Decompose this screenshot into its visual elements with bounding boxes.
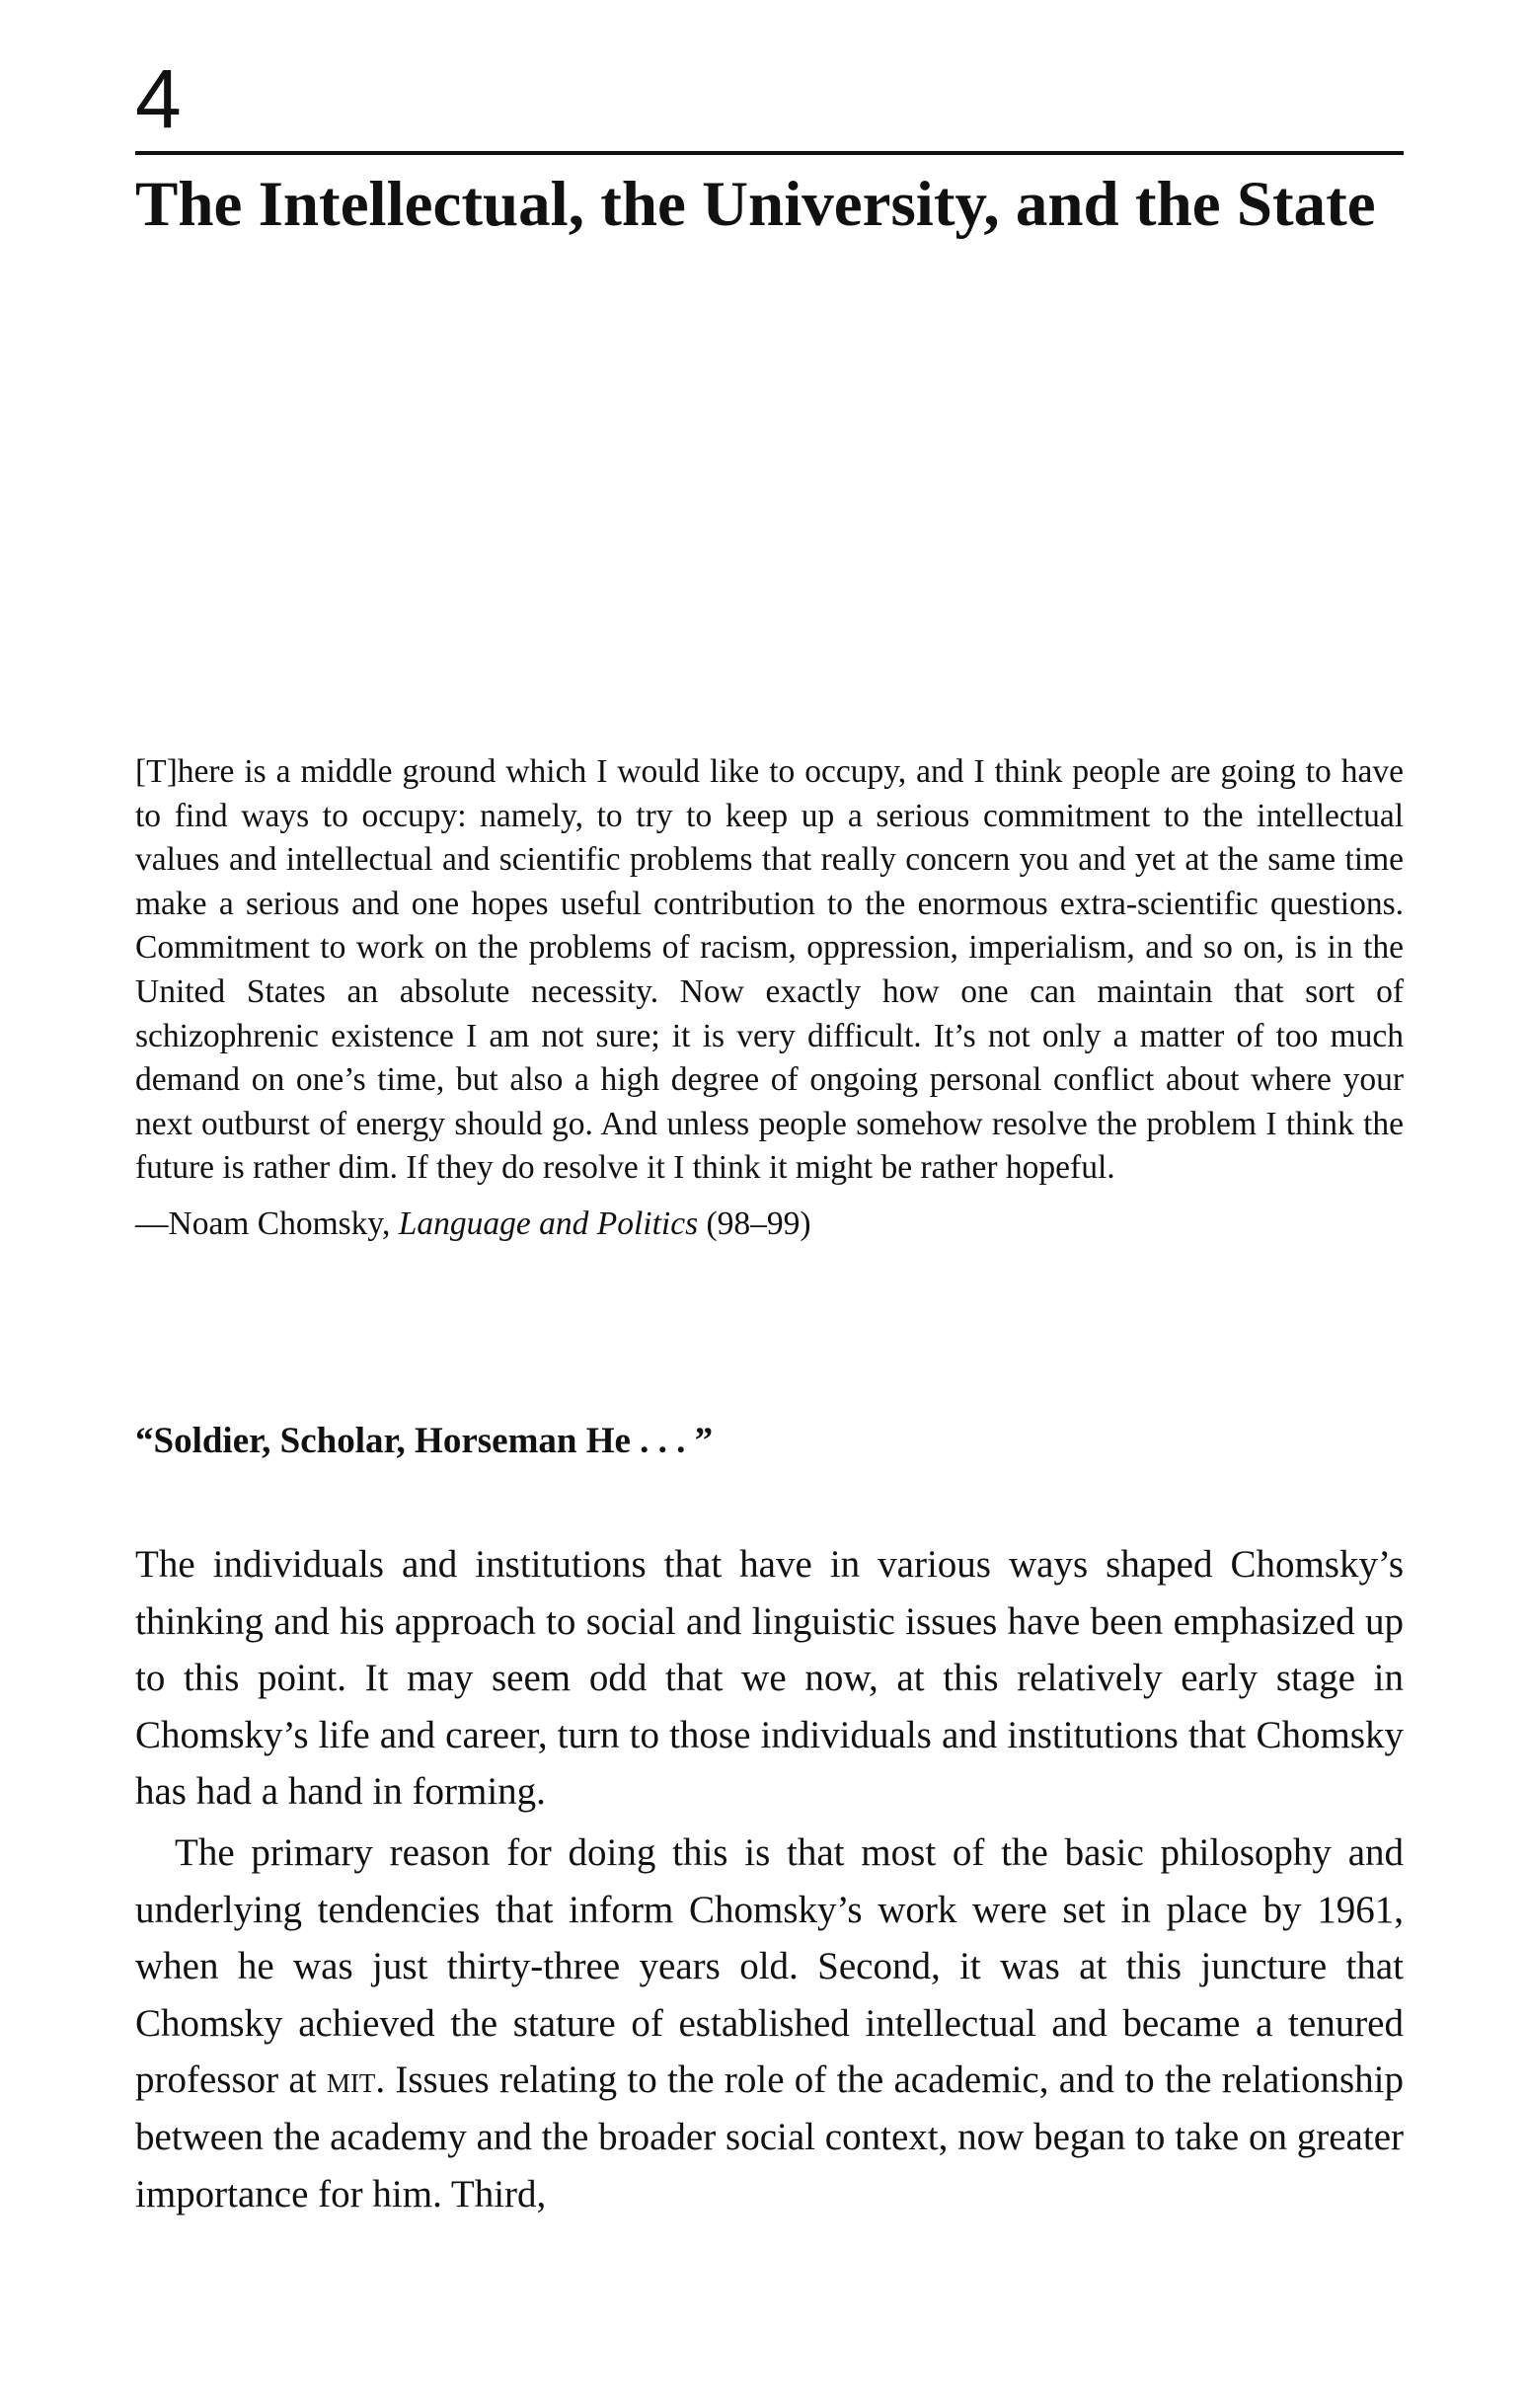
- chapter-divider: [135, 151, 1404, 155]
- paragraph-2-text-end: . Issues relating to the role of the academic, and to the relationship between the academy and the broader social context, now began to take on greater importance for him. Third,: [135, 2058, 1404, 2215]
- paragraph-2-text-start: The primary reason for doing this is that most of the basic philosophy and underlying tendencies that inform Chomsky’s work were set in place by 1961, when he was just thirty-three years old. Second, it was at this juncture that Chomsky achieved the stature of established intellectual and became a tenured professor at: [135, 1830, 1404, 2102]
- epigraph-quote: [T]here is a middle ground which I would like to occupy, and I think people are going to have to find ways to occupy: namely, to try to keep up a serious commitment to the intellectual values and intellectual and scientific problems that really concern you and yet at the same time make a serious and one hopes useful contribution to the enormous extra-scientific questions. Commitment to work on the problems of racism, oppression, imperialism, and so on, is in the United States an absolute necessity. Now exactly how one can maintain that sort of schizophrenic existence I am not sure; it is very difficult. It’s not only a matter of too much demand on one’s time, but also a high degree of ongoing personal conflict about where your next outburst of energy should go. And unless people somehow resolve the problem I think the future is rather dim. If they do resolve it I think it might be rather hopeful.: [135, 753, 1404, 1187]
- chapter-title: The Intellectual, the University, and the State: [135, 169, 1376, 240]
- attribution-author: —Noam Chomsky,: [135, 1204, 399, 1242]
- body-paragraph-1: The individuals and institutions that have in various ways shaped Chomsky’s thinking and his approach to social and linguistic issues have been emphasized up to this point. It may seem odd that we now, at this relatively early stage in Chomsky’s life and career, turn to those individuals and institutions that Chomsky has had a hand in forming.: [135, 1543, 1404, 1814]
- epigraph: [135, 750, 1404, 1247]
- body-paragraph-2: [135, 1825, 1404, 2222]
- attribution-pages: (98–99): [698, 1204, 811, 1242]
- attribution-work-title: Language and Politics: [398, 1204, 699, 1242]
- epigraph-attribution: [135, 1203, 1404, 1247]
- body-text: [135, 1536, 1404, 2222]
- mit-acronym: mit: [326, 2058, 376, 2102]
- chapter-number: 4: [135, 52, 182, 145]
- section-heading: “Soldier, Scholar, Horseman He . . . ”: [135, 1421, 714, 1461]
